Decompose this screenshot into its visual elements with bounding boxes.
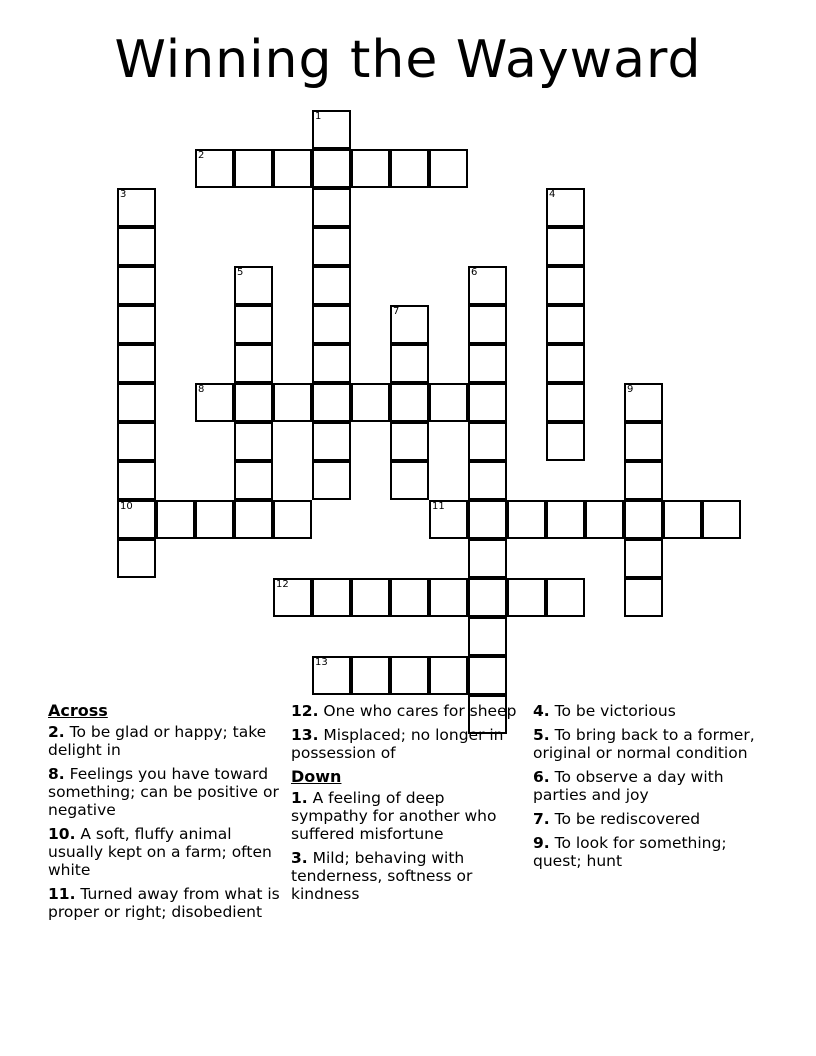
crossword-cell[interactable] [468, 266, 507, 305]
crossword-cell[interactable] [234, 461, 273, 500]
crossword-cell[interactable] [156, 500, 195, 539]
crossword-cell[interactable] [312, 422, 351, 461]
cell-number: 11 [432, 501, 445, 512]
clue-across-2: 2. To be glad or happy; take delight in [48, 723, 267, 759]
crossword-cell[interactable] [390, 305, 429, 344]
crossword-cell[interactable] [312, 461, 351, 500]
crossword-cell[interactable] [546, 227, 585, 266]
crossword-cell[interactable] [624, 539, 663, 578]
crossword-cell[interactable] [117, 305, 156, 344]
crossword-cell[interactable] [312, 266, 351, 305]
crossword-cell[interactable] [390, 461, 429, 500]
clue-column-3 [533, 702, 768, 876]
crossword-cell[interactable] [546, 305, 585, 344]
clue-down-9: 9. To look for something; quest; hunt [533, 834, 727, 870]
clue-down-1: 1. A feeling of deep sympathy for another who suffered misfortune [291, 789, 497, 843]
clue-down-7: 7. To be rediscovered [533, 810, 701, 828]
crossword-cell[interactable] [195, 149, 234, 188]
crossword-cell[interactable] [390, 344, 429, 383]
crossword-cell[interactable] [507, 500, 546, 539]
clue-across-8: 8. Feelings you have toward something; can be positive or negative [48, 765, 279, 819]
crossword-cell[interactable] [351, 578, 390, 617]
crossword-cell[interactable] [117, 344, 156, 383]
crossword-cell[interactable] [234, 344, 273, 383]
clue-column-1 [48, 702, 283, 927]
crossword-cell[interactable] [546, 422, 585, 461]
crossword-cell[interactable] [429, 149, 468, 188]
crossword-cell[interactable] [624, 500, 663, 539]
crossword-cell[interactable] [117, 422, 156, 461]
crossword-cell[interactable] [351, 149, 390, 188]
clue-down-3: 3. Mild; behaving with tenderness, softness or kindness [291, 849, 473, 903]
crossword-cell[interactable] [468, 344, 507, 383]
crossword-cell[interactable] [390, 656, 429, 695]
cell-number: 13 [315, 657, 328, 668]
crossword-cell[interactable] [117, 500, 156, 539]
crossword-cell[interactable] [663, 500, 702, 539]
crossword-cell[interactable] [468, 656, 507, 695]
crossword-cell[interactable] [585, 500, 624, 539]
crossword-cell[interactable] [390, 383, 429, 422]
cell-number: 8 [198, 384, 205, 395]
clue-across-13: 13. Misplaced; no longer in possession of [291, 726, 504, 762]
crossword-cell[interactable] [312, 383, 351, 422]
crossword-cell[interactable] [468, 461, 507, 500]
crossword-cell[interactable] [390, 422, 429, 461]
crossword-cell[interactable] [312, 188, 351, 227]
clue-across-11: 11. Turned away from what is proper or right; disobedient [48, 885, 280, 921]
clue-down-5: 5. To bring back to a former, original or normal condition [533, 726, 755, 762]
crossword-cell[interactable] [624, 578, 663, 617]
crossword-cell[interactable] [312, 578, 351, 617]
crossword-cell[interactable] [312, 149, 351, 188]
crossword-cell[interactable] [234, 422, 273, 461]
crossword-cell[interactable] [468, 500, 507, 539]
cell-number: 3 [120, 189, 127, 200]
clue-column-2 [291, 702, 526, 909]
crossword-cell[interactable] [312, 110, 351, 149]
across-heading: Across [48, 701, 108, 720]
crossword-cell[interactable] [390, 149, 429, 188]
crossword-cell[interactable] [234, 383, 273, 422]
crossword-cell[interactable] [234, 266, 273, 305]
crossword-cell[interactable] [273, 500, 312, 539]
cell-number: 5 [237, 267, 244, 278]
cell-number: 9 [627, 384, 634, 395]
crossword-cell[interactable] [624, 383, 663, 422]
cell-number: 7 [393, 306, 400, 317]
crossword-cell[interactable] [429, 500, 468, 539]
crossword-cell[interactable] [702, 500, 741, 539]
crossword-cell[interactable] [546, 383, 585, 422]
crossword-cell[interactable] [390, 578, 429, 617]
crossword-cell[interactable] [312, 305, 351, 344]
crossword-cell[interactable] [429, 578, 468, 617]
crossword-cell[interactable] [429, 383, 468, 422]
crossword-cell[interactable] [195, 383, 234, 422]
cell-number: 6 [471, 267, 478, 278]
crossword-cell[interactable] [117, 227, 156, 266]
crossword-cell[interactable] [312, 344, 351, 383]
crossword-cell[interactable] [546, 266, 585, 305]
crossword-cell[interactable] [624, 422, 663, 461]
crossword-cell[interactable] [468, 422, 507, 461]
crossword-cell[interactable] [117, 266, 156, 305]
clue-across-12: 12. One who cares for sheep [291, 702, 517, 720]
crossword-cell[interactable] [117, 188, 156, 227]
cell-number: 1 [315, 111, 322, 122]
cell-number: 10 [120, 501, 133, 512]
crossword-cell[interactable] [117, 539, 156, 578]
down-heading: Down [291, 767, 342, 786]
crossword-cell[interactable] [468, 578, 507, 617]
crossword-cell[interactable] [234, 500, 273, 539]
crossword-cell[interactable] [351, 656, 390, 695]
cell-number: 2 [198, 150, 205, 161]
crossword-cell[interactable] [273, 149, 312, 188]
crossword-cell[interactable] [117, 383, 156, 422]
crossword-cell[interactable] [507, 578, 546, 617]
crossword-cell[interactable] [468, 539, 507, 578]
crossword-cell[interactable] [546, 500, 585, 539]
crossword-cell[interactable] [234, 149, 273, 188]
cell-number: 4 [549, 189, 556, 200]
crossword-cell[interactable] [117, 461, 156, 500]
crossword-cell[interactable] [468, 617, 507, 656]
crossword-cell[interactable] [546, 344, 585, 383]
crossword-cell[interactable] [195, 500, 234, 539]
crossword-cell[interactable] [273, 383, 312, 422]
clue-down-4: 4. To be victorious [533, 702, 676, 720]
clue-down-6: 6. To observe a day with parties and joy [533, 768, 724, 804]
clue-across-10: 10. A soft, fluffy animal usually kept on a farm; often white [48, 825, 272, 879]
crossword-cell[interactable] [468, 383, 507, 422]
crossword-cell[interactable] [312, 227, 351, 266]
crossword-cell[interactable] [234, 305, 273, 344]
crossword-cell[interactable] [312, 656, 351, 695]
crossword-cell[interactable] [624, 461, 663, 500]
crossword-cell[interactable] [273, 578, 312, 617]
crossword-cell[interactable] [468, 305, 507, 344]
crossword-cell[interactable] [429, 656, 468, 695]
crossword-cell[interactable] [351, 383, 390, 422]
page-title: Winning the Wayward [114, 30, 702, 90]
cell-number: 12 [276, 579, 289, 590]
crossword-cell[interactable] [546, 578, 585, 617]
crossword-cell[interactable] [546, 188, 585, 227]
